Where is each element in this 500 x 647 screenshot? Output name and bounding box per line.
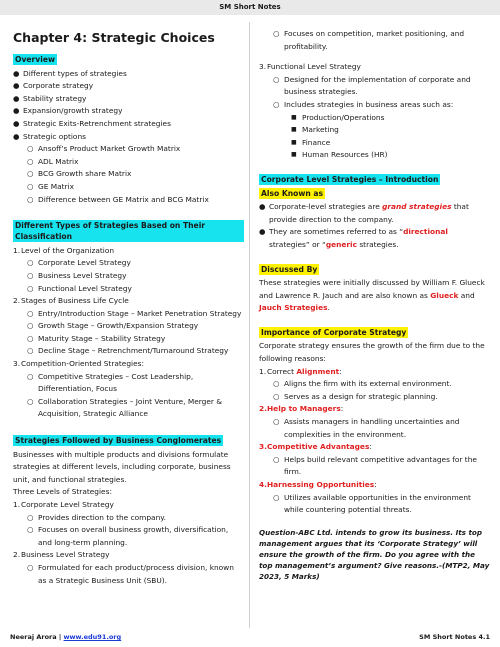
list-item: ● Corporate-level strategies are grand strategies that provide direction to the company. <box>259 202 469 224</box>
business-continued-list <box>256 28 490 53</box>
list-item: ● They are sometimes referred to as “directional strategies” or “generic strategies. <box>259 227 448 249</box>
also-known-heading: Also Known as <box>261 188 324 198</box>
list-item: 3. Functional Level Strategy <box>259 62 361 72</box>
list-item: 1. Corporate Level Strategy <box>13 500 114 509</box>
list-item: ● Strategic Exits-Retrenchment strategies <box>13 118 171 128</box>
list-item: ■ Marketing <box>291 125 339 135</box>
discussed-heading: Discussed By <box>261 264 318 274</box>
list-item: ○ Growth Stage – Growth/Expansion Strategy <box>27 321 199 331</box>
list-item: ○ Corporate Level Strategy <box>27 258 131 268</box>
list-item: ■ Finance <box>291 137 331 147</box>
corporate-intro-heading: Corporate Level Strategies – Introduction <box>261 174 439 184</box>
list-item: ○ Serves as a design for strategic planning. <box>273 391 438 401</box>
list-item: ○ Collaboration Strategies – Joint Venture, Merger & Acquisition, Strategic Alliance <box>27 396 223 419</box>
list-item: ○ Formulated for each product/process division, known as a Strategic Business Unit (SBU). <box>27 562 234 585</box>
list-item: 1. Level of the Organization <box>13 245 115 255</box>
list-item: 1. Correct Alignment: <box>259 366 342 376</box>
also-known-list <box>256 201 490 251</box>
discussed-text: These strategies were initially discussed by William F. Glueck and Lawrence R. Jauch and are also known as Glueck and Jauch Strategies. <box>259 278 485 313</box>
list-item: ○ Helps build relevant competitive advantages for the firm. <box>273 454 477 477</box>
footer-page: SM Short Notes 4.1 <box>419 633 490 641</box>
list-item: 3. Competitive Advantages: <box>259 442 372 452</box>
list-item: ○ ADL Matrix <box>27 156 79 166</box>
list-item: 4. Harnessing Opportunities: <box>259 480 377 489</box>
levels-list <box>10 499 244 587</box>
left-column <box>10 24 244 587</box>
list-item: ● Stability strategy <box>13 93 87 103</box>
exam-question: Question-ABC Ltd. intends to grow its business. Its top management argues that its ‘Corporate Strategy’ will ensure the growth of the firm. Do you agree with the top management’s argument? Give reasons.-(MTP2, May 2023, 5 Marks) <box>259 527 490 581</box>
list-item: 2. Business Level Strategy <box>13 550 110 560</box>
list-item: ● Different types of strategies <box>13 68 127 78</box>
list-item: ● Expansion/growth strategy <box>13 106 123 116</box>
list-item: ○ Difference between GE Matrix and BCG Matrix <box>27 194 209 204</box>
footer-site-link[interactable]: www.edu91.org <box>63 633 122 641</box>
conglomerates-intro: Businesses with multiple products and divisions formulate strategies at different levels, including corporate, business unit, and functional strategies. <box>13 449 231 484</box>
list-item: ○ Focuses on overall business growth, diversification, and long-term planning. <box>27 525 229 547</box>
importance-heading: Importance of Corporate Strategy <box>261 327 407 337</box>
types-heading-wrap <box>13 220 244 244</box>
functional-list <box>256 61 490 162</box>
list-item: ○ Business Level Strategy <box>27 270 127 280</box>
right-column <box>256 28 490 582</box>
importance-heading-wrap <box>259 327 490 340</box>
list-item: ■ Human Resources (HR) <box>291 150 388 160</box>
header-title: SM Short Notes <box>219 3 281 11</box>
conglomerates-heading: Strategies Followed by Business Conglomerates <box>15 436 222 446</box>
list-item: ○ Functional Level Strategy <box>27 283 132 293</box>
overview-heading: Overview <box>15 55 56 64</box>
chapter-title: Chapter 4: Strategic Choices <box>13 30 215 45</box>
list-item: ○ Ansoff’s Product Market Growth Matrix <box>27 144 181 154</box>
overview-list <box>10 68 244 207</box>
list-item: ○ Designed for the implementation of corporate and business strategies. <box>273 74 471 97</box>
list-item: 3. Competition-Oriented Strategies: <box>13 359 144 369</box>
overview-heading-wrap <box>13 54 244 67</box>
list-item: ● Strategic options <box>13 131 86 141</box>
importance-list <box>256 366 490 517</box>
corporate-intro-heading-wrap <box>259 174 490 187</box>
list-item: ○ Provides direction to the company. <box>27 512 166 522</box>
importance-intro: Corporate strategy ensures the growth of the firm due to the following reasons: <box>259 341 485 364</box>
page-header <box>0 0 500 15</box>
column-divider <box>249 22 250 628</box>
list-item: ○ Includes strategies in business areas such as: <box>273 99 454 109</box>
list-item: ○ Competitive Strategies – Cost Leadership, Differentiation, Focus <box>27 371 194 394</box>
list-item: ○ Decline Stage – Retrenchment/Turnaround Strategy <box>27 346 229 356</box>
footer-author: Neeraj Arora | www.edu91.org <box>10 633 122 641</box>
types-list <box>10 245 244 421</box>
list-item: ○ GE Matrix <box>27 181 75 191</box>
discussed-heading-wrap <box>259 264 490 277</box>
also-known-wrap <box>259 188 490 201</box>
list-item: 2. Help to Managers: <box>259 404 344 414</box>
three-levels-label: Three Levels of Strategies: <box>13 487 112 497</box>
list-item: ○ Entry/Introduction Stage – Market Penetration Strategy <box>27 308 242 318</box>
list-item: ● Corporate strategy <box>13 81 94 91</box>
list-item: 2. Stages of Business Life Cycle <box>13 296 129 306</box>
list-item: ■ Production/Operations <box>291 112 385 122</box>
list-item: ○ Maturity Stage – Stability Strategy <box>27 333 166 343</box>
page-footer <box>0 633 500 645</box>
types-heading: Different Types of Strategies Based on Their Classification <box>13 220 244 242</box>
list-item: ○ Aligns the firm with its external environment. <box>273 379 452 389</box>
list-item: ○ Assists managers in handling uncertainties and complexities in the environment. <box>273 417 460 439</box>
conglomerates-heading-wrap <box>13 435 244 448</box>
list-item: ○ Utilizes available opportunities in the environment while countering potential threats. <box>273 492 471 515</box>
list-item: ○ BCG Growth share Matrix <box>27 169 132 179</box>
list-item: ○ Focuses on competition, market positioning, and profitability. <box>273 29 465 51</box>
